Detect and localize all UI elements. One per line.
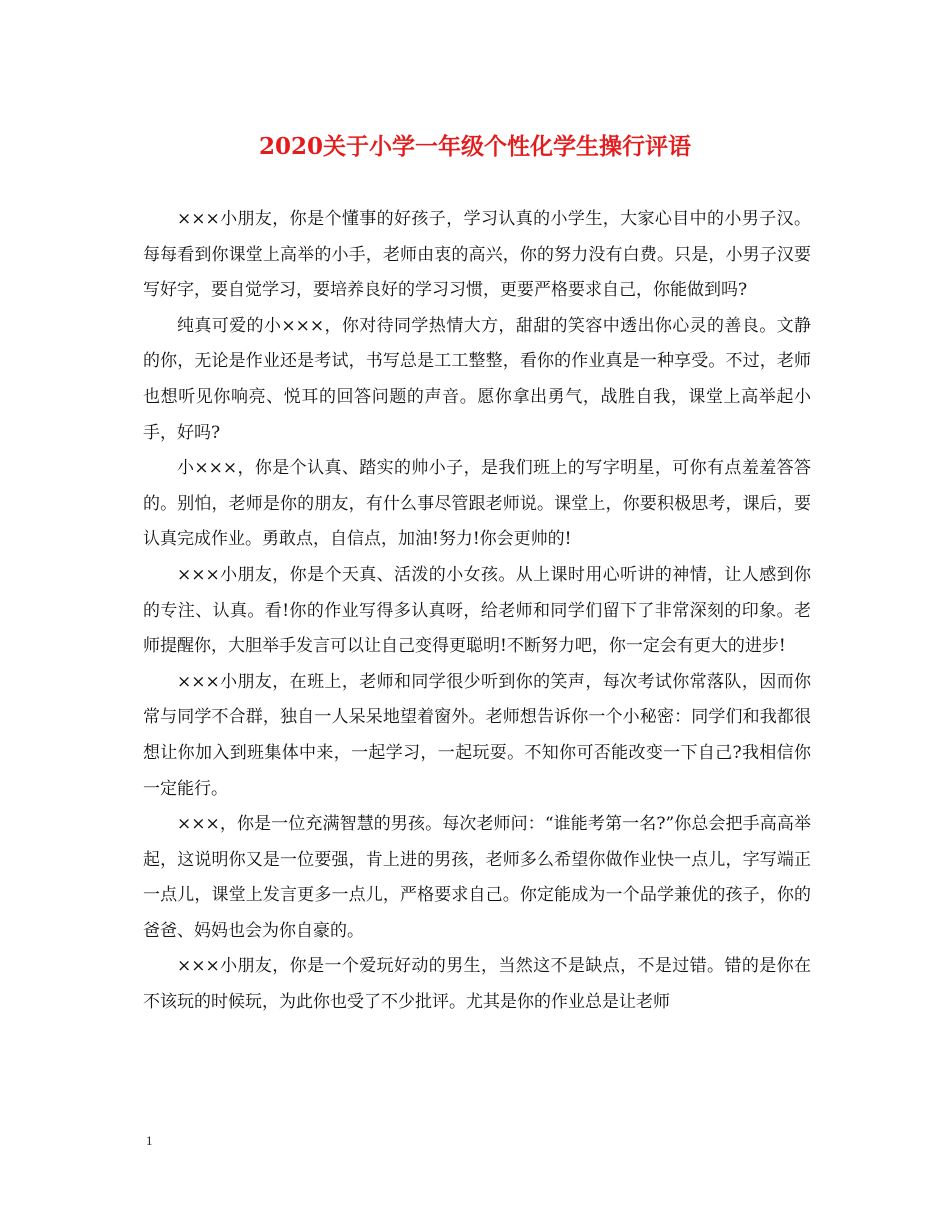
page-number: 1 [146,1133,153,1148]
paragraph: ×××小朋友，在班上，老师和同学很少听到你的笑声，每次考试你常落队，因而你常与同学不合群，独自一人呆呆地望着窗外。老师想告诉你一个小秘密：同学们和我都很想让你加入到班集体中来，一起学习，一起玩耍。不知你可否能改变一下自己?我相信你一定能行。 [143,671,811,799]
paragraph: ×××，你是一位充满智慧的男孩。每次老师问：“谁能考第一名?”你总会把手高高举起，这说明你又是一位要强，肯上进的男孩，老师多么希望你做作业快一点儿，字写端正一点儿，课堂上发言更多一点儿，严格要求自己。你定能成为一个品学兼优的孩子，你的爸爸、妈妈也会为你自豪的。 [143,814,811,941]
paragraph: ×××小朋友，你是个懂事的好孩子，学习认真的小学生，大家心目中的小男子汉。每每看到你课堂上高举的小手，老师由衷的高兴，你的努力没有白费。只是，小男子汉要写好字，要自觉学习，要培养良好的学习习惯，更要严格要求自己，你能做到吗? [143,209,811,301]
document-title: 2020关于小学一年级个性化学生操行评语 [258,133,691,160]
paragraph: ×××小朋友，你是一个爱玩好动的男生，当然这不是缺点，不是过错。错的是你在不该玩的时候玩，为此你也受了不少批评。尤其是你的作业总是让老师 [143,956,811,1013]
document-body [143,202,811,1021]
paragraph: 小×××，你是个认真、踏实的帅小子，是我们班上的写字明星，可你有点羞羞答答的。别怕，老师是你的朋友，有什么事尽管跟老师说。课堂上，你要积极思考，课后，要认真完成作业。勇敢点，自信点，加油!努力!你会更帅的! [143,458,811,550]
paragraph: 纯真可爱的小×××，你对待同学热情大方，甜甜的笑容中透出你心灵的善良。文静的你，无论是作业还是考试，书写总是工工整整，看你的作业真是一种享受。不过，老师也想听见你响亮、悦耳的回答问题的声音。愿你拿出勇气，战胜自我，课堂上高举起小手，好吗? [143,315,811,443]
paragraph: ×××小朋友，你是个天真、活泼的小女孩。从上课时用心听讲的神情，让人感到你的专注、认真。看!你的作业写得多认真呀，给老师和同学们留下了非常深刻的印象。老师提醒你，大胆举手发言可以让自己变得更聪明!不断努力吧，你一定会有更大的进步! [143,564,811,657]
